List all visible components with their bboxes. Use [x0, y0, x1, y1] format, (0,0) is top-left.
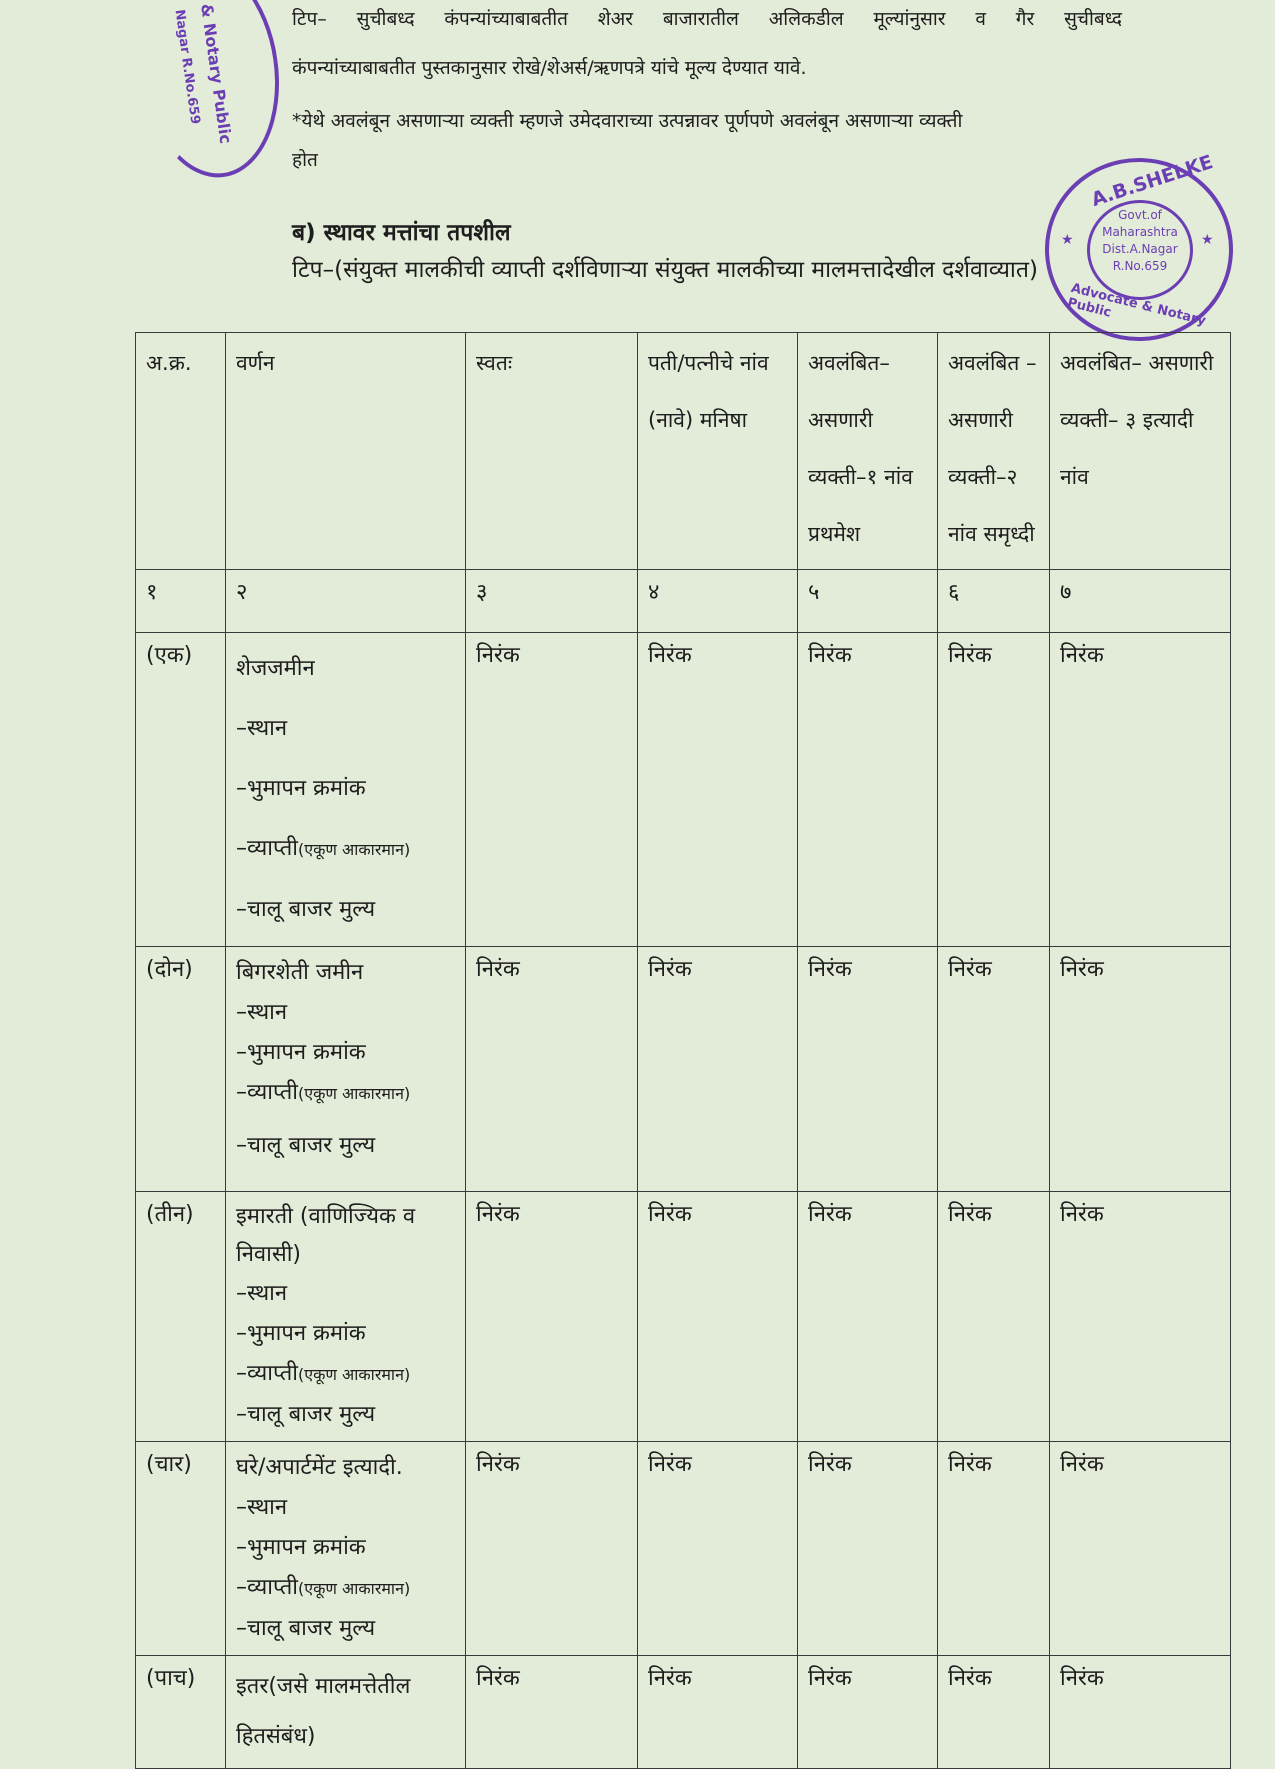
row-description: इतर(जसे मालमत्तेतील हितसंबंध) — [226, 1656, 466, 1769]
area-note: (एकूण आकारमान) — [298, 840, 411, 859]
stamp-title: Advocate & Notary Public — [1065, 280, 1208, 329]
value-cell: निरंक — [1050, 1192, 1231, 1442]
asset-field: –चालू बाजर मुल्य — [236, 1616, 376, 1641]
value-cell: निरंक — [466, 633, 638, 947]
row-index: (तीन) — [136, 1192, 226, 1442]
column-number: ४ — [638, 570, 798, 633]
area-note: (एकूण आकारमान) — [298, 1579, 411, 1598]
value-cell: निरंक — [466, 1442, 638, 1656]
asset-field: –चालू बाजर मुल्य — [236, 897, 376, 922]
value-cell: निरंक — [798, 1442, 938, 1656]
table-row — [136, 947, 1231, 1192]
stamp-line: Govt.of — [1118, 208, 1162, 222]
asset-field-area — [236, 819, 455, 880]
value-cell: निरंक — [798, 947, 938, 1192]
value-cell: निरंक — [638, 1442, 798, 1656]
asset-field-area — [236, 1354, 455, 1395]
asset-field: –भुमापन क्रमांक — [236, 1040, 366, 1065]
area-note: (एकूण आकारमान) — [298, 1084, 411, 1103]
table-header-row — [136, 333, 1231, 570]
value-cell: निरंक — [466, 1192, 638, 1442]
table-row — [136, 1192, 1231, 1442]
value-cell: निरंक — [1050, 947, 1231, 1192]
asset-field: –भुमापन क्रमांक — [236, 1535, 366, 1560]
asset-field: –भुमापन क्रमांक — [236, 1321, 366, 1346]
row-description — [226, 633, 466, 947]
row-index: (पाच) — [136, 1656, 226, 1769]
asset-field: –चालू बाजर मुल्य — [236, 1133, 376, 1158]
table-row — [136, 1656, 1231, 1769]
asset-field-area — [236, 1568, 455, 1609]
value-cell: निरंक — [938, 947, 1050, 1192]
area-note: (एकूण आकारमान) — [298, 1365, 411, 1384]
col-header-serial: अ.क्र. — [136, 333, 226, 570]
col-header-spouse: पती/पत्नीचे नांव (नावे) मनिषा — [638, 333, 798, 570]
asset-field: –चालू बाजर मुल्य — [236, 1402, 376, 1427]
value-cell: निरंक — [938, 1442, 1050, 1656]
value-cell: निरंक — [1050, 1442, 1231, 1656]
row-index: (चार) — [136, 1442, 226, 1656]
value-cell: निरंक — [938, 633, 1050, 947]
stamp-name: A.B.SHELKE — [1088, 151, 1216, 211]
value-cell: निरंक — [798, 1192, 938, 1442]
value-cell: निरंक — [798, 633, 938, 947]
column-number: ६ — [938, 570, 1050, 633]
stamp-line: Maharashtra — [1102, 225, 1178, 239]
row-description — [226, 1192, 466, 1442]
asset-field: –स्थान — [236, 716, 288, 741]
star-icon: ★ — [1061, 232, 1074, 248]
note-line-2: कंपन्यांच्याबाबतीत पुस्तकानुसार रोखे/शेअर्स/ऋणपत्रे यांचे मूल्य देण्यात यावे. — [292, 57, 807, 79]
value-cell: निरंक — [938, 1192, 1050, 1442]
star-icon: ★ — [1201, 232, 1214, 248]
value-cell: निरंक — [938, 1656, 1050, 1769]
section-heading: ब) स्थावर मत्तांचा तपशील — [292, 220, 511, 246]
notary-stamp-right — [1045, 151, 1233, 341]
column-number-row — [136, 570, 1231, 633]
note-line-1: टिप– सुचीबध्द कंपन्यांच्याबाबतीत शेअर बाजारातील अलिकडील मूल्यांनुसार व गैर सुचीबध्द — [292, 8, 1122, 30]
stamp-text: Nagar R.No.659 — [171, 8, 203, 126]
asset-field: –स्थान — [236, 1000, 288, 1025]
row-description — [226, 947, 466, 1192]
row-description — [226, 1442, 466, 1656]
asset-field: –व्याप्ती — [236, 1361, 298, 1386]
asset-field: –व्याप्ती — [236, 1080, 298, 1105]
notary-stamp-left — [126, 0, 293, 187]
immovable-assets-table — [135, 332, 1231, 1769]
table-row — [136, 633, 1231, 947]
value-cell: निरंक — [1050, 1656, 1231, 1769]
column-number: १ — [136, 570, 226, 633]
asset-title: बिगरशेती जमीन — [236, 960, 364, 985]
col-header-dependent-2: अवलंबित –असणारी व्यक्ती–२ नांव समृध्दी — [938, 333, 1050, 570]
asset-field: –स्थान — [236, 1495, 288, 1520]
value-cell: निरंक — [466, 947, 638, 1192]
value-cell: निरंक — [798, 1656, 938, 1769]
table-row — [136, 1442, 1231, 1656]
value-cell: निरंक — [638, 947, 798, 1192]
value-cell: निरंक — [1050, 633, 1231, 947]
stamp-text: & Notary Public — [196, 2, 236, 145]
section-note: टिप–(संयुक्त मालकीची व्याप्ती दर्शविणाऱ्या संयुक्त मालकीच्या मालमत्तादेखील दर्शवाव्यात) — [292, 257, 1038, 283]
asset-field: –व्याप्ती — [236, 1575, 298, 1600]
asset-field: –स्थान — [236, 1281, 288, 1306]
note-line-4: होत — [292, 149, 318, 171]
stamp-inner-ring — [1087, 200, 1193, 300]
column-number: ७ — [1050, 570, 1231, 633]
col-header-description: वर्णन — [226, 333, 466, 570]
row-index: (दोन) — [136, 947, 226, 1192]
value-cell: निरंक — [638, 1656, 798, 1769]
stamp-line: Dist.A.Nagar — [1102, 242, 1178, 256]
asset-field: –व्याप्ती — [236, 836, 298, 861]
asset-title: घरे/अपार्टमेंट इत्यादी. — [236, 1455, 403, 1480]
row-index: (एक) — [136, 633, 226, 947]
asset-field-area — [236, 1073, 455, 1114]
asset-title: इमारती (वाणिज्यिक व निवासी) — [236, 1204, 416, 1267]
note-line-3: *येथे अवलंबून असणाऱ्या व्यक्ती म्हणजे उमेदवाराच्या उत्पन्नावर पूर्णपणे अवलंबून असणाऱ्या व्यक्ती — [292, 110, 963, 132]
col-header-self: स्वतः — [466, 333, 638, 570]
asset-field: –भुमापन क्रमांक — [236, 776, 366, 801]
column-number: २ — [226, 570, 466, 633]
asset-title: शेजजमीन — [236, 656, 315, 681]
col-header-dependent-3: अवलंबित– असणारी व्यक्ती– ३ इत्यादी नांव — [1050, 333, 1231, 570]
col-header-dependent-1: अवलंबित– असणारी व्यक्ती–१ नांव प्रथमेश — [798, 333, 938, 570]
value-cell: निरंक — [638, 633, 798, 947]
column-number: ५ — [798, 570, 938, 633]
stamp-line: R.No.659 — [1112, 259, 1168, 273]
value-cell: निरंक — [466, 1656, 638, 1769]
value-cell: निरंक — [638, 1192, 798, 1442]
column-number: ३ — [466, 570, 638, 633]
